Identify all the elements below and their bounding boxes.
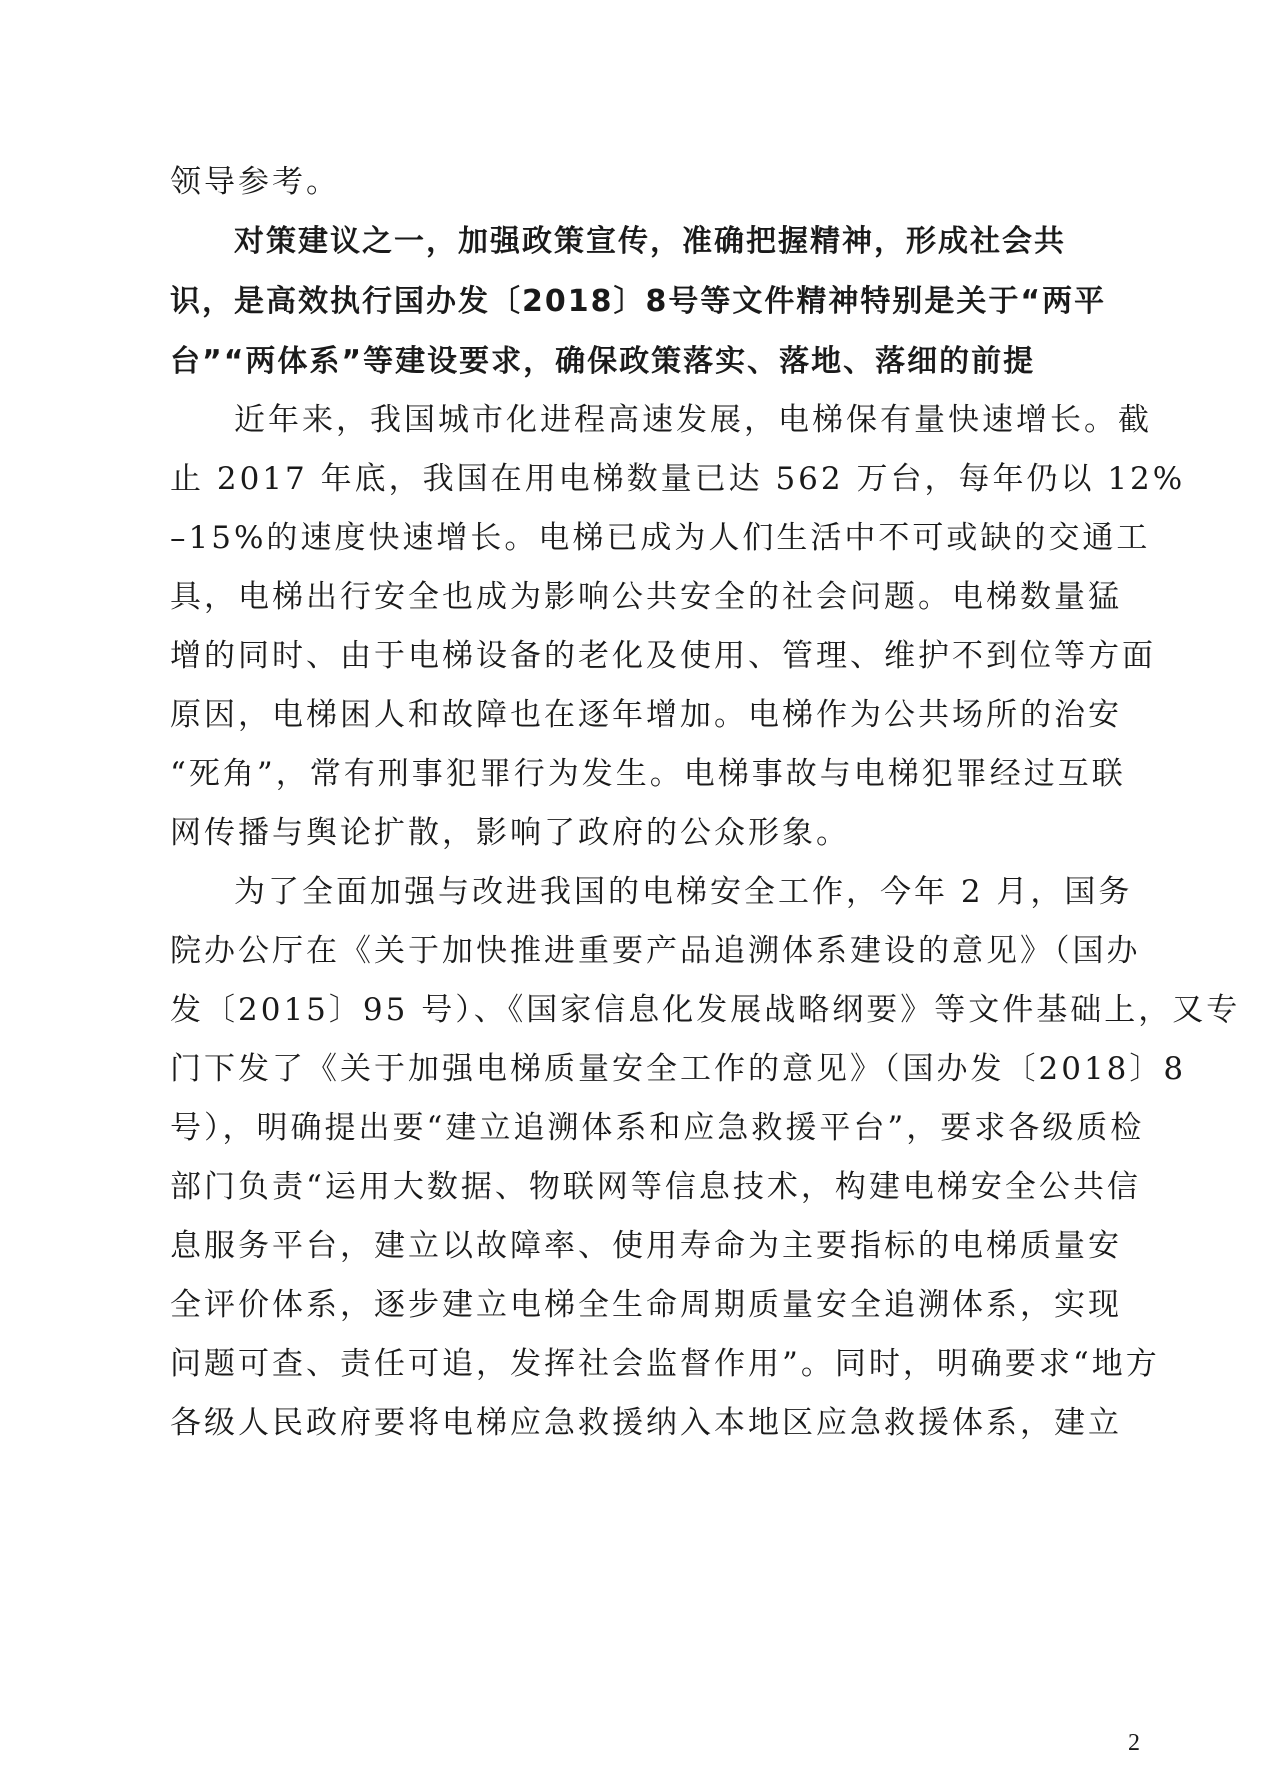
paragraph-2-line-6: 部门负责“运用大数据、物联网等信息技术，构建电梯安全公共信 bbox=[170, 1169, 1141, 1205]
paragraph-2-line-8: 全评价体系，逐步建立电梯全生命周期质量安全追溯体系，实现 bbox=[170, 1287, 1122, 1323]
paragraph-2-line-1: 为了全面加强与改进我国的电梯安全工作，今年 2 月，国务 bbox=[234, 874, 1133, 910]
paragraph-2-line-2: 院办公厅在《关于加快推进重要产品追溯体系建设的意见》（国办 bbox=[170, 933, 1141, 969]
paragraph-1-line-7: “死角”，常有刑事犯罪行为发生。电梯事故与电梯犯罪经过互联 bbox=[170, 756, 1126, 792]
paragraph-2-line-3: 发〔2015〕95 号）、《国家信息化发展战略纲要》等文件基础上，又专 bbox=[170, 992, 1241, 1028]
paragraph-1-line-6: 原因，电梯困人和故障也在逐年增加。电梯作为公共场所的治安 bbox=[170, 697, 1122, 733]
paragraph-1-line-5: 增的同时、由于电梯设备的老化及使用、管理、维护不到位等方面 bbox=[170, 638, 1156, 674]
paragraph-1-line-8: 网传播与舆论扩散，影响了政府的公众形象。 bbox=[170, 815, 850, 851]
page-number: 2 bbox=[1128, 1730, 1140, 1756]
paragraph-1-line-2: 止 2017 年底，我国在用电梯数量已达 562 万台，每年仍以 12% bbox=[170, 461, 1186, 497]
text-line-continuation: 领导参考。 bbox=[170, 164, 340, 200]
section-heading-line-1: 对策建议之一，加强政策宣传，准确把握精神，形成社会共 bbox=[234, 224, 1066, 259]
paragraph-1-line-3: –15%的速度快速增长。电梯已成为人们生活中不可或缺的交通工 bbox=[170, 520, 1151, 556]
paragraph-2-line-9: 问题可查、责任可追，发挥社会监督作用”。同时，明确要求“地方 bbox=[170, 1346, 1160, 1382]
section-heading-line-3: 台”“两体系”等建设要求，确保政策落实、落地、落细的前提 bbox=[170, 344, 1036, 379]
paragraph-2-line-4: 门下发了《关于加强电梯质量安全工作的意见》（国办发〔2018〕8 bbox=[170, 1051, 1187, 1087]
paragraph-2-line-5: 号），明确提出要“建立追溯体系和应急救援平台”，要求各级质检 bbox=[170, 1110, 1145, 1146]
paragraph-2-line-7: 息服务平台，建立以故障率、使用寿命为主要指标的电梯质量安 bbox=[170, 1228, 1122, 1264]
paragraph-1-line-1: 近年来，我国城市化进程高速发展，电梯保有量快速增长。截 bbox=[234, 402, 1152, 438]
section-heading-line-2: 识，是高效执行国办发〔2018〕8号等文件精神特别是关于“两平 bbox=[170, 284, 1107, 319]
paragraph-1-line-4: 具，电梯出行安全也成为影响公共安全的社会问题。电梯数量猛 bbox=[170, 579, 1122, 615]
paragraph-2-line-10: 各级人民政府要将电梯应急救援纳入本地区应急救援体系，建立 bbox=[170, 1405, 1122, 1441]
